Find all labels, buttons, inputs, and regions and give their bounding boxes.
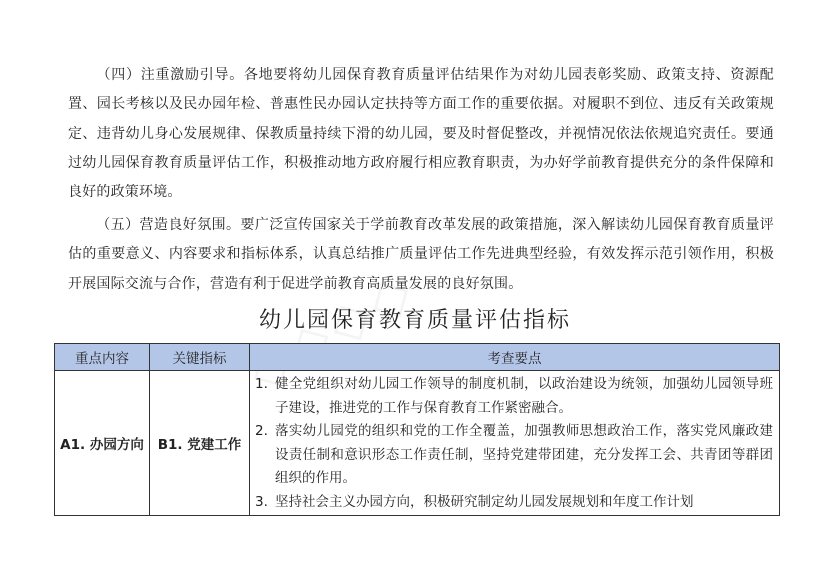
cell-focus: A1. 办园方向 (55, 371, 150, 516)
indicator-table (54, 343, 780, 516)
table-header-row (55, 344, 780, 371)
item-text: 落实幼儿园党的组织和党的工作全覆盖，加强教师思想政治工作，落实党风廉政建设责任制和意识形态工作责任制，坚持党建带团建，充分发挥工会、共青团等群团组织的作用。 (275, 423, 773, 486)
header-points: 考查要点 (250, 344, 780, 371)
item-text: 坚持社会主义办园方向，积极研究制定幼儿园发展规划和年度工作计划 (275, 493, 694, 510)
paragraph-atmosphere (68, 211, 774, 299)
paragraph-text: （五）营造良好氛围。要广泛宣传国家关于学前教育改革发展的政策措施，深入解读幼儿园保育教育质量评估的重要意义、内容要求和指标体系，认真总结推广质量评估工作先进典型经验，有效发挥示范引领作用，积极开展国际交流与合作，营造有利于促进学前教育高质量发展的良好氛围。 (68, 217, 774, 292)
item-number: 3. (255, 493, 268, 510)
item-number: 1. (255, 376, 268, 392)
table-row (55, 371, 780, 516)
header-focus: 重点内容 (55, 344, 150, 371)
header-indicator: 关键指标 (150, 344, 250, 371)
paragraph-text: （四）注重激励引导。各地要将幼儿园保育教育质量评估结果作为对幼儿园表彰奖励、政策支持、资源配置、园长考核以及民办园年检、普惠性民办园认定扶持等方面工作的重要依据。对履职不到位、违反有关政策规定、违背幼儿身心发展规律、保教质量持续下滑的幼儿园，要及时督促整改，并视情况依法依规追究责任。要通过幼儿园保育教育质量评估工作，积极推动地方政府履行相应教育职责，为办好学前教育提供充分的条件保障和良好的政策环境。 (68, 67, 774, 201)
points-list (250, 371, 779, 515)
list-item (255, 491, 773, 515)
cell-indicator: B1. 党建工作 (150, 371, 250, 516)
list-item (255, 420, 773, 491)
document-title: 幼儿园保育教育质量评估指标 (258, 308, 571, 333)
paragraph-incentive-guidance (68, 61, 774, 207)
item-number: 2. (255, 423, 268, 439)
item-text: 健全党组织对幼儿园工作领导的制度机制，以政治建设为统领，加强幼儿园领导班子建设，推进党的工作与保育教育工作紧密融合。 (275, 376, 773, 416)
cell-points (250, 371, 780, 516)
list-item (255, 373, 773, 420)
